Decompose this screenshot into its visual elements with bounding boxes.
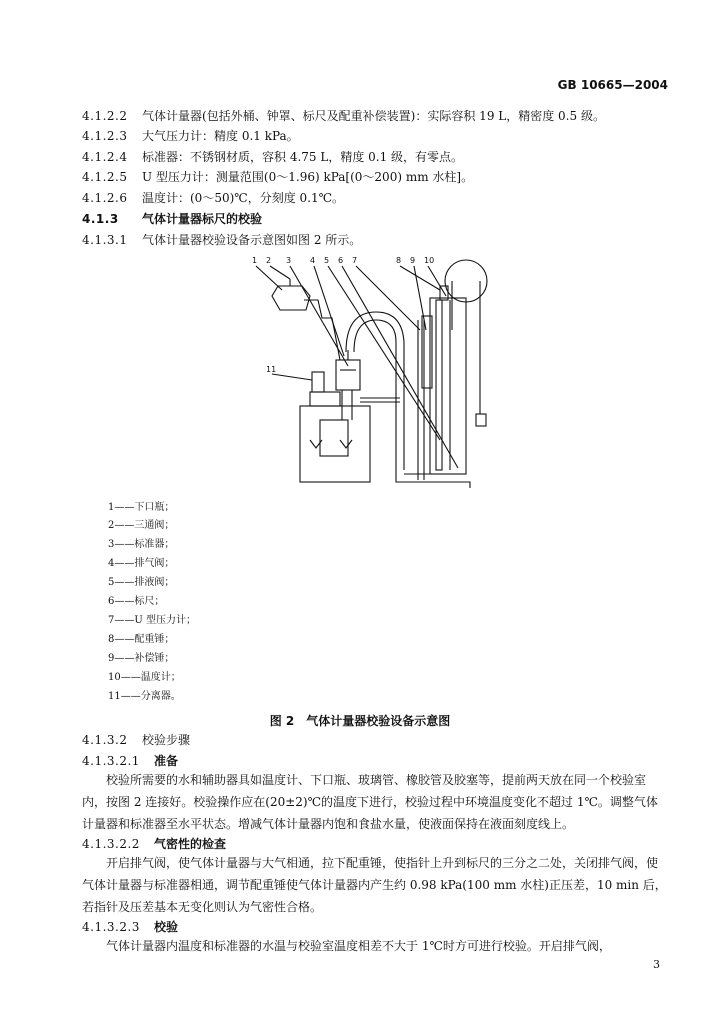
legend-item: 9——补偿锤； xyxy=(108,653,175,664)
clause-number: 4.1.3.2.2 xyxy=(82,837,140,851)
clause-number: 4.1.3 xyxy=(82,212,119,226)
clause-4-1-3-2-1 xyxy=(82,753,178,769)
clause-4-1-3-2-2 xyxy=(82,836,226,852)
clause-text: U 型压力计：测量范围(0～1.96) kPa[(0～200) mm 水柱]。 xyxy=(142,170,474,184)
clause-4-1-3-2-3 xyxy=(82,919,178,935)
legend-item: 5——排液阀； xyxy=(108,577,175,588)
clause-number: 4.1.3.2 xyxy=(82,733,128,747)
legend-item: 10——温度计； xyxy=(108,672,181,683)
clause-text: 气体计量器标尺的校验 xyxy=(142,212,263,226)
figure-label-4: 4 xyxy=(310,256,316,265)
clause-number: 4.1.2.6 xyxy=(82,191,128,205)
figure-caption: 图 2 气体计量器校验设备示意图 xyxy=(269,714,451,728)
legend-item: 4——排气阀； xyxy=(108,558,175,569)
paragraph-calibration: 气体计量器内温度和标准器的水温与校验室温度相差不大于 1℃时方可进行校验。开启排气阀， xyxy=(106,939,611,953)
compensating-weight-shape xyxy=(476,414,486,426)
figure-label-1: 1 xyxy=(252,256,258,265)
clause-text: 准备 xyxy=(154,754,179,768)
legend-item: 2——三通阀； xyxy=(108,520,175,531)
clause-number: 4.1.2.3 xyxy=(82,129,128,143)
figure-label-10: 10 xyxy=(424,256,435,265)
figure-label-2: 2 xyxy=(266,256,272,265)
paragraph-airtightness: 开启排气阀，使气体计量器与大气相通，拉下配重锤，使指针上升到标尺的三分之二处，关闭排气阀，使气体计量器与标准器相通，调节配重锤使气体计量器内产生约 0.98 kPa(100 mm 水柱)正压差，10 min 后，若指针及压差基本无变化则认为气密性合格。 xyxy=(82,856,667,914)
standard-vessel-shape xyxy=(336,360,360,390)
clause-text: 温度计：(0～50)℃，分刻度 0.1℃。 xyxy=(142,191,345,205)
figure-label-6: 6 xyxy=(338,256,344,265)
figure-label-9: 9 xyxy=(410,256,416,265)
clause-text: 标准器：不锈钢材质，容积 4.75 L，精度 0.1 级，有零点。 xyxy=(142,150,464,164)
clause-number: 4.1.3.1 xyxy=(82,233,128,247)
legend-item: 6——标尺； xyxy=(108,596,165,607)
clause-4-1-3-2 xyxy=(82,732,190,748)
clause-text: 校验 xyxy=(154,920,179,934)
pulley-shape xyxy=(445,260,487,302)
standard-code: GB 10665—2004 xyxy=(557,78,668,92)
legend-item: 8——配重锤； xyxy=(108,634,175,645)
figure-label-8: 8 xyxy=(396,256,402,265)
legend-item: 1——下口瓶； xyxy=(108,502,175,513)
clause-text: 气体计量器(包括外桶、钟罩、标尺及配重补偿装置)：实际容积 19 L，精密度 0.5 级。 xyxy=(142,109,605,123)
legend-item: 7——U 型压力计； xyxy=(108,615,196,626)
separator-shape xyxy=(312,372,324,392)
figure-label-11: 11 xyxy=(266,365,277,374)
clause-text: 大气压力计：精度 0.1 kPa。 xyxy=(142,129,299,143)
clause-number: 4.1.2.4 xyxy=(82,150,128,164)
figure-label-7: 7 xyxy=(352,256,358,265)
clause-text: 校验步骤 xyxy=(142,733,191,747)
clause-number: 4.1.3.2.3 xyxy=(82,920,140,934)
clause-number: 4.1.2.2 xyxy=(82,109,128,123)
clause-text: 气体计量器校验设备示意图如图 2 所示。 xyxy=(142,233,362,247)
figure-label-5: 5 xyxy=(324,256,330,265)
legend-item: 3——标准器； xyxy=(108,539,175,550)
legend-item: 11——分离器。 xyxy=(108,691,181,702)
figure-label-3: 3 xyxy=(286,256,292,265)
clause-number: 4.1.3.2.1 xyxy=(82,754,140,768)
page-number: 3 xyxy=(653,958,660,971)
clause-number: 4.1.2.5 xyxy=(82,170,128,184)
clause-text: 气密性的检查 xyxy=(154,837,227,851)
paragraph-preparation: 校验所需要的水和辅助器具如温度计、下口瓶、玻璃管、橡胶管及胶塞等，提前两天放在同一个校验室内，按图 2 连接好。校验操作应在(20±2)℃的温度下进行，校验过程中环境温度变化不超过 1℃。调整气体计量器和标准器至水平状态。增减气体计量器内饱和食盐水量，使液面保持在液面刻度线上。 xyxy=(82,773,658,831)
outer-bucket-shape xyxy=(430,298,466,474)
